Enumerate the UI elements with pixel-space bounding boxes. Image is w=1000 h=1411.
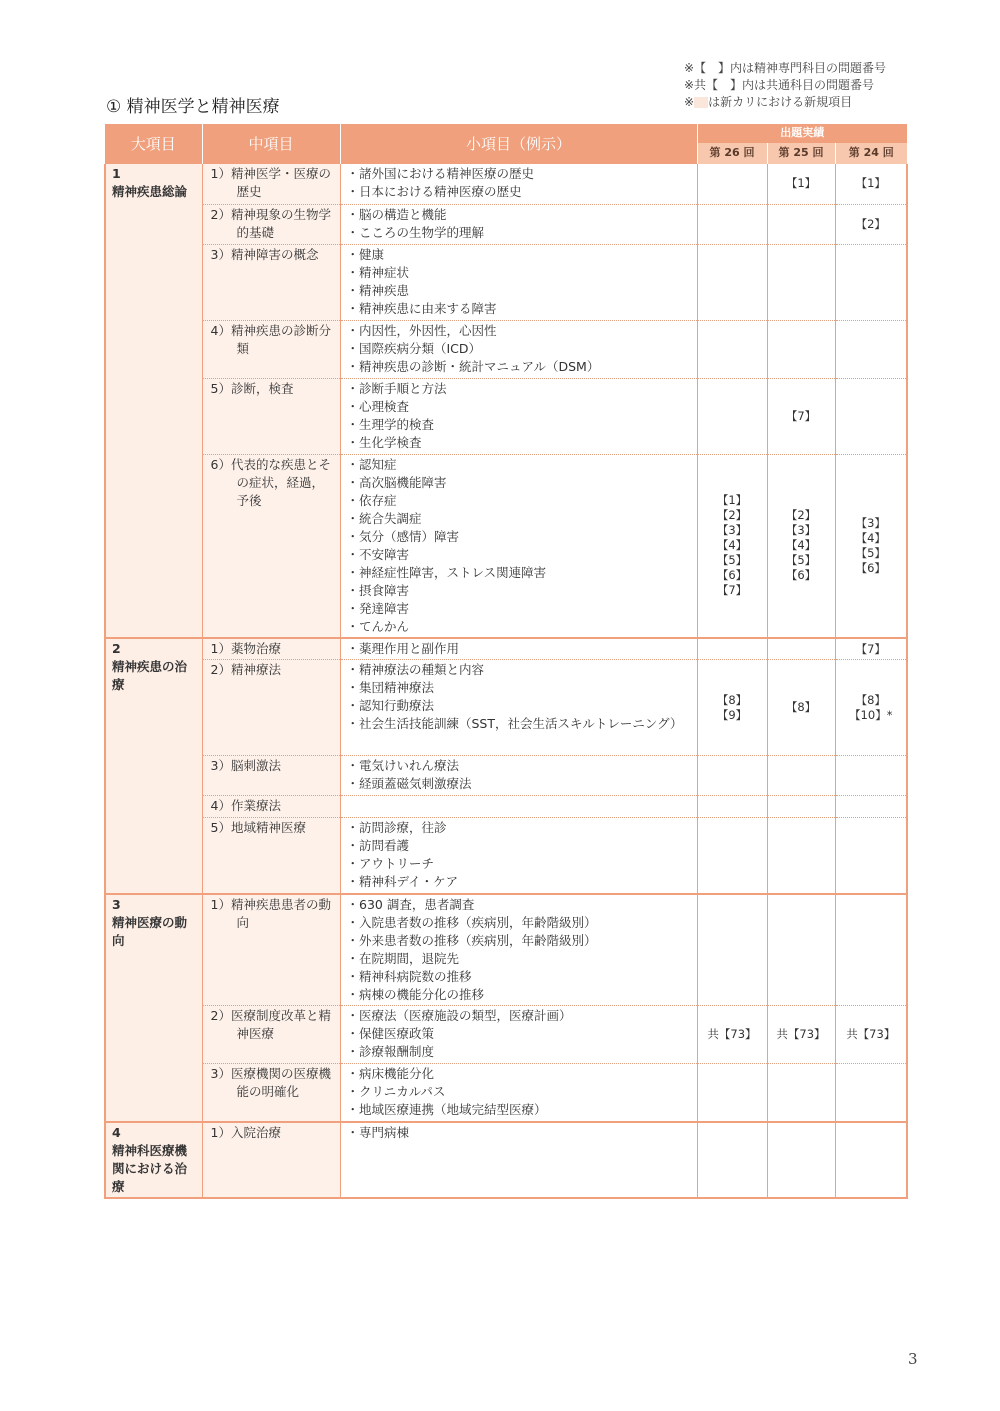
result-cell-y26 [697,1064,767,1122]
question-number: 【4】 [785,538,817,553]
small-item: ・630 調査，患者調査 [346,896,475,912]
table-row [105,756,907,796]
small-item: ・訪問看護 [346,838,410,853]
result-cell-y26 [697,164,767,204]
small-item-cell [340,818,697,894]
table-row [105,164,907,204]
small-item: ・諸外国における精神医療の歴史 [346,166,535,181]
small-item-cell [340,378,697,454]
question-number: 【5】 [785,553,817,568]
question-number: 【1】 [785,176,817,191]
header-middle-item: 中項目 [202,124,340,164]
result-cell-y26 [697,818,767,894]
major-item-number: 2 [112,641,121,656]
result-cell-y26 [697,756,767,796]
middle-item-cell [202,320,340,378]
question-number: 【5】 [855,545,886,560]
question-number: 【3】 [855,515,886,530]
header-small-item: 小項目（例示） [340,124,697,164]
middle-item-cell [202,756,340,796]
middle-item-cell [202,454,340,638]
question-number: 【4】 [855,530,886,545]
small-item: ・アウトリーチ [346,856,435,871]
result-cell-y24 [835,454,907,638]
result-cell-y26 [697,204,767,244]
middle-item-cell [202,796,340,818]
middle-item-label: 3）脳刺激法 [210,758,281,773]
result-cell-y25 [767,660,835,756]
result-cell-y25 [767,378,835,454]
page-number: 3 [908,1350,918,1368]
question-number: 共【73】 [776,1027,826,1041]
small-item: ・精神疾患の診断・統計マニュアル（DSM） [346,358,600,374]
result-cell-y24 [835,378,907,454]
small-item-cell [340,320,697,378]
middle-item-cell [202,244,340,320]
question-number: 【3】 [785,523,817,538]
small-item: ・電気けいれん療法 [346,758,460,773]
result-cell-y26 [697,660,767,756]
middle-item-label: 4）作業療法 [210,798,281,813]
middle-item-label: 1）薬物治療 [210,641,281,656]
small-item-cell [340,894,697,1006]
middle-item-cell [202,1064,340,1122]
question-number: 【2】 [716,508,748,523]
result-cell-y24 [835,894,907,1006]
result-cell-y26 [697,796,767,818]
result-cell-y25 [767,1122,835,1198]
result-cell-y24 [835,1064,907,1122]
small-item: ・精神症状 [346,264,410,280]
small-item: ・診断手順と方法 [346,380,447,396]
middle-item-label: 5）地域精神医療 [210,820,306,835]
small-item: ・心理検査 [346,398,410,414]
middle-item-label: 2）精神療法 [210,662,281,677]
small-item: ・生理学的検査 [346,416,435,432]
table-row [105,378,907,454]
small-item: ・入院患者数の推移（疾病別，年齢階級別） [346,914,597,930]
question-number: 【8】 [855,692,886,707]
result-cell-y25 [767,454,835,638]
small-item: ・日本における精神医療の歴史 [346,184,522,199]
table-row [105,204,907,244]
result-cell-y24 [835,660,907,756]
small-item: ・気分（感情）障害 [346,528,460,544]
small-item: ・クリニカルパス [346,1084,446,1099]
middle-item-cell [202,660,340,756]
result-cell-y25 [767,796,835,818]
question-number: 【6】 [855,560,886,575]
small-item: ・病床機能分化 [346,1066,435,1081]
small-item-cell [340,164,697,204]
result-cell-y25 [767,818,835,894]
small-item-cell [340,244,697,320]
table-row [105,1006,907,1064]
small-item: ・摂食障害 [346,582,410,598]
result-cell-y26 [697,894,767,1006]
table-row [105,660,907,756]
small-item: ・健康 [346,246,385,262]
major-item-name: 精神疾患の治療 [112,659,188,692]
small-item-cell [340,660,697,756]
middle-item-label: 1）入院治療 [210,1124,281,1140]
small-item-cell [340,204,697,244]
question-number: 【9】 [716,707,748,722]
result-cell-y25 [767,244,835,320]
table-row [105,320,907,378]
legend-notes [684,60,886,111]
middle-item-label: 1）精神疾患患者の動向 [210,896,331,930]
middle-item-label: 2）精神現象の生物学的基礎 [210,206,331,240]
small-item: ・診療報酬制度 [346,1044,435,1059]
result-cell-y24 [835,164,907,204]
header-results: 出題実績 [697,124,907,143]
question-number: 【7】 [855,641,886,656]
small-item: ・高次脳機能障害 [346,474,447,490]
result-cell-y24 [835,244,907,320]
result-cell-y24 [835,818,907,894]
question-number: 【8】 [785,700,817,714]
small-item: ・医療法（医療施設の類型，医療計画） [346,1008,572,1023]
result-cell-y25 [767,1006,835,1064]
small-item: ・認知行動療法 [346,698,435,713]
question-number: 【2】 [855,216,886,231]
result-cell-y26 [697,378,767,454]
major-item-number: 4 [112,1124,121,1140]
small-item-cell [340,756,697,796]
question-number: 共【73】 [707,1027,757,1041]
result-cell-y26 [697,320,767,378]
table-body [105,164,907,1198]
middle-item-cell [202,818,340,894]
small-item: ・精神疾患 [346,282,410,298]
note-common: ※共【 】内は共通科目の問題番号 [684,78,875,92]
result-cell-y25 [767,320,835,378]
small-item-cell [340,796,697,818]
page-title: ① 精神医学と精神医療 [106,97,280,117]
question-number: 【3】 [716,523,748,538]
small-item-cell [340,1064,697,1122]
question-number: 【8】 [716,692,748,707]
header-year-24: 第 24 回 [835,143,907,164]
middle-item-cell [202,638,340,660]
note-specialized: ※【 】内は精神専門科目の問題番号 [684,61,887,75]
middle-item-cell [202,164,340,204]
result-cell-y24 [835,638,907,660]
table-row [105,1122,907,1198]
small-item: ・集団精神療法 [346,680,435,695]
middle-item-label: 4）精神疾患の診断分類 [210,322,331,356]
result-cell-y25 [767,756,835,796]
small-item: ・地域医療連携（地域完結型医療） [346,1102,547,1117]
small-item: ・不安障害 [346,546,410,562]
result-cell-y24 [835,1122,907,1198]
table-row [105,796,907,818]
question-number: 【6】 [785,568,817,583]
small-item: ・依存症 [346,492,397,508]
result-cell-y26 [697,1122,767,1198]
major-item-cell [105,164,202,638]
small-item: ・社会生活技能訓練（SST，社会生活スキルトレーニング） [346,716,683,731]
result-cell-y26 [697,1006,767,1064]
question-number: 【7】 [716,583,748,598]
major-item-number: 1 [112,166,121,181]
small-item-cell [340,1006,697,1064]
note-new-item: ※ は新カリにおける新規項目 [684,95,853,109]
question-number: 【6】 [716,568,748,583]
table-row [105,894,907,1006]
small-item: ・訪問診療，往診 [346,820,447,835]
small-item: ・病棟の機能分化の推移 [346,986,485,1002]
major-item-name: 精神科医療機関における治療 [112,1142,188,1194]
small-item: ・精神科病院数の推移 [346,968,472,984]
table-row [105,818,907,894]
table-row [105,244,907,320]
result-cell-y26 [697,454,767,638]
small-item: ・在院期間，退院先 [346,950,460,966]
result-cell-y26 [697,638,767,660]
major-item-cell [105,1122,202,1198]
middle-item-cell [202,1122,340,1198]
small-item: ・内因性，外因性，心因性 [346,322,497,338]
small-item-cell [340,638,697,660]
middle-item-label: 5）診断，検査 [210,380,294,396]
small-item-cell [340,454,697,638]
major-item-cell [105,894,202,1122]
result-cell-y24 [835,796,907,818]
middle-item-label: 3）精神障害の概念 [210,246,319,262]
question-number: 共【73】 [846,1027,896,1041]
major-item-name: 精神医療の動向 [112,914,188,948]
middle-item-cell [202,894,340,1006]
middle-item-cell [202,378,340,454]
middle-item-label: 6）代表的な疾患とその症状，経過，予後 [210,456,331,508]
small-item: ・外来患者数の推移（疾病別，年齢階級別） [346,932,597,948]
small-item: ・精神疾患に由来する障害 [346,300,497,316]
table-row [105,1064,907,1122]
result-cell-y25 [767,204,835,244]
result-cell-y25 [767,1064,835,1122]
small-item: ・認知症 [346,456,397,472]
middle-item-cell [202,1006,340,1064]
small-item: ・精神科デイ・ケア [346,874,459,889]
table-row [105,638,907,660]
result-cell-y25 [767,638,835,660]
middle-item-cell [202,204,340,244]
middle-item-label: 2）医療制度改革と精神医療 [210,1008,331,1041]
result-cell-y24 [835,320,907,378]
question-number: 【5】 [716,553,748,568]
header-year-26: 第 26 回 [697,143,767,164]
question-number: 【1】 [855,176,886,191]
small-item: ・経頭蓋磁気刺激療法 [346,776,472,791]
question-number: 【10】* [849,707,893,722]
middle-item-label: 3）医療機関の医療機能の明確化 [210,1066,331,1099]
question-number: 【1】 [716,493,748,508]
highlight-swatch [694,97,708,108]
small-item: ・専門病棟 [346,1124,410,1140]
small-item: ・国際疾病分類（ICD） [346,340,482,356]
small-item: ・統合失調症 [346,510,422,526]
small-item: ・脳の構造と機能 [346,206,447,222]
small-item: ・こころの生物学的理解 [346,224,485,240]
small-item: ・精神療法の種類と内容 [346,662,485,677]
result-cell-y25 [767,894,835,1006]
small-item: ・生化学検査 [346,434,422,450]
major-item-cell [105,638,202,894]
result-cell-y25 [767,164,835,204]
question-number: 【4】 [716,538,748,553]
header-year-25: 第 25 回 [767,143,835,164]
question-number: 【2】 [785,508,817,523]
small-item-cell [340,1122,697,1198]
major-item-number: 3 [112,896,121,912]
middle-item-label: 1）精神医学・医療の歴史 [210,166,331,199]
result-cell-y26 [697,244,767,320]
small-item: ・保健医療政策 [346,1026,435,1041]
table-row [105,454,907,638]
syllabus-table [104,124,908,1199]
small-item: ・発達障害 [346,600,410,616]
result-cell-y24 [835,204,907,244]
header-major-item: 大項目 [105,124,202,164]
major-item-name: 精神疾患総論 [112,184,188,199]
small-item: ・神経症性障害，ストレス関連障害 [346,564,547,580]
question-number: 【7】 [785,408,817,423]
result-cell-y24 [835,1006,907,1064]
result-cell-y24 [835,756,907,796]
small-item: ・てんかん [346,618,410,634]
small-item: ・薬理作用と副作用 [346,641,460,656]
